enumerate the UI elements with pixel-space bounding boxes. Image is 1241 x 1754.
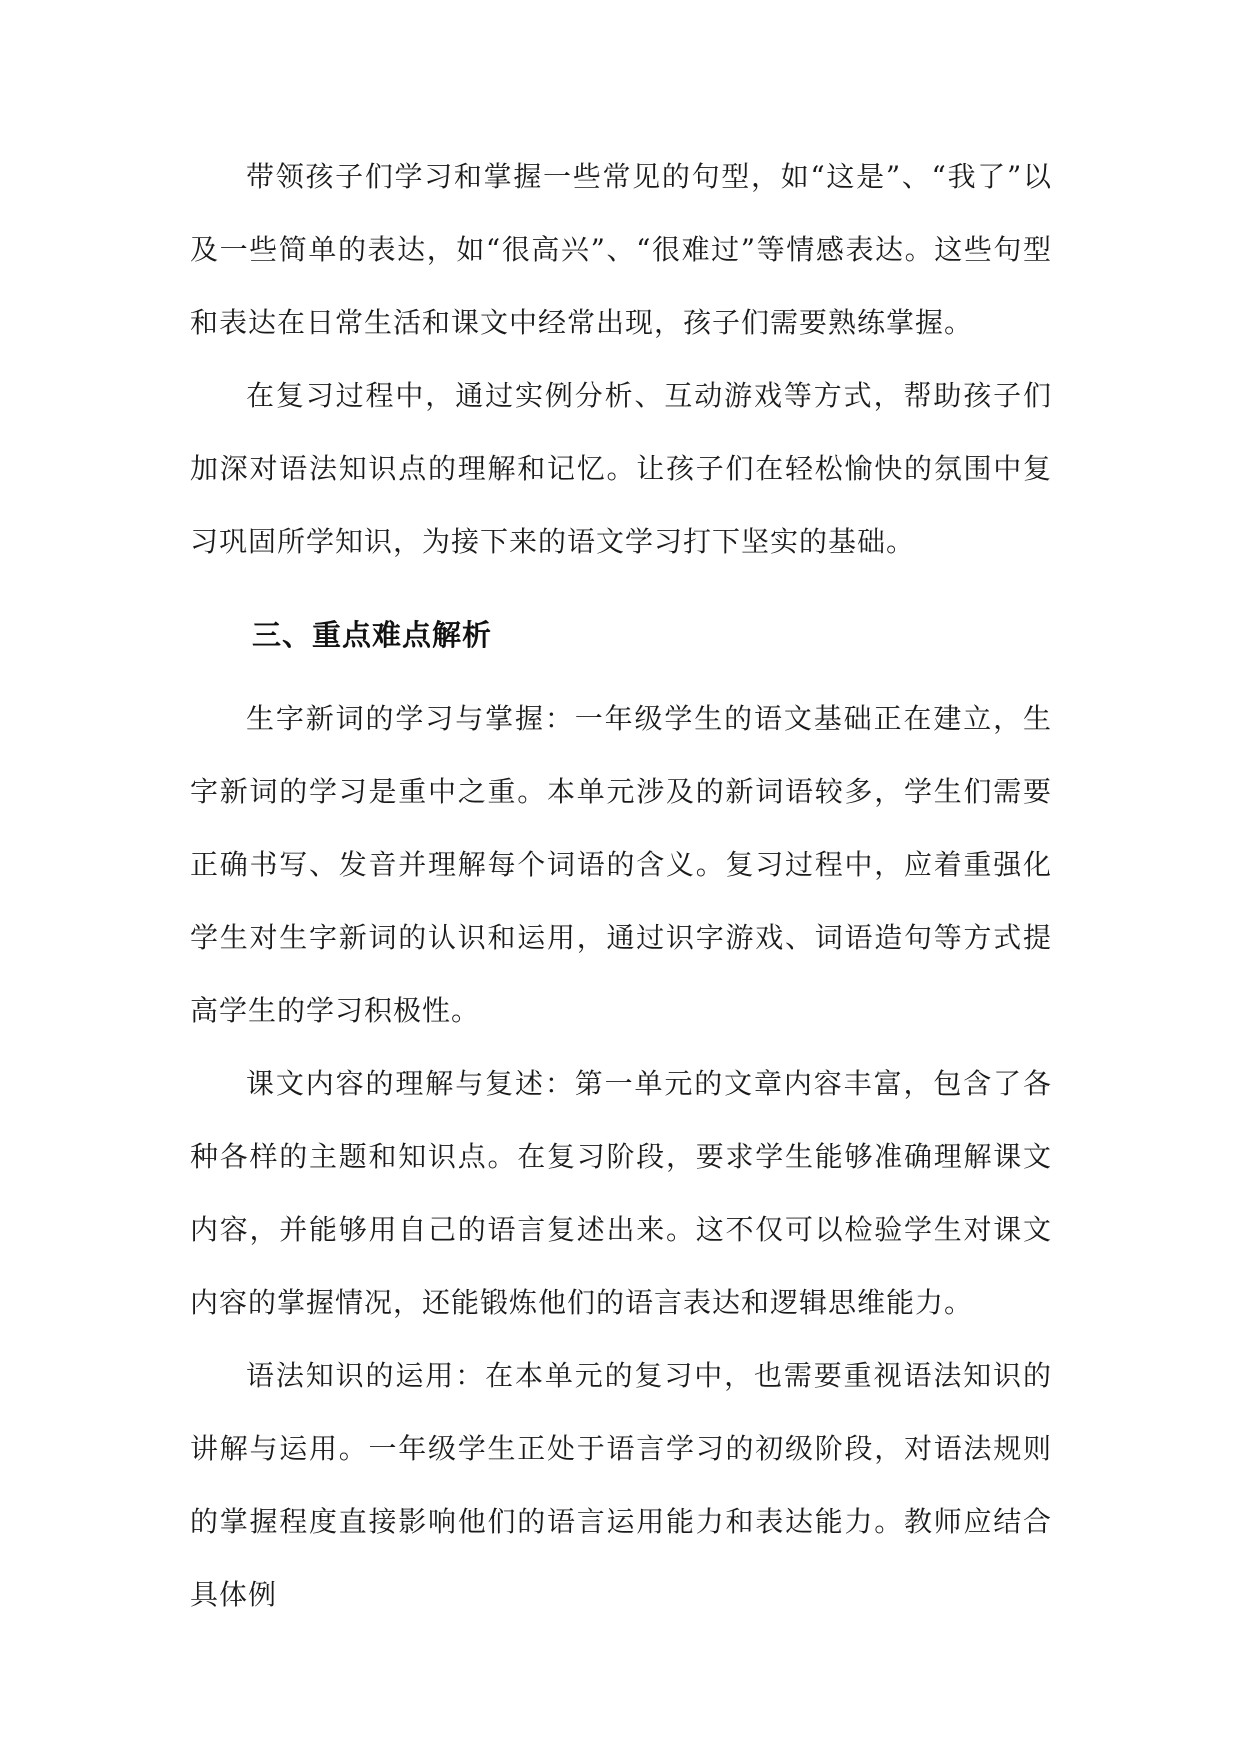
section-heading: 三、重点难点解析 (252, 618, 493, 652)
paragraph-new-words: 生字新词的学习与掌握：一年级学生的语文基础正在建立，生字新词的学习是重中之重。本单元涉及的新词语较多，学生们需要正确书写、发音并理解每个词语的含义。复习过程中，应着重强化学生对生字新词的认识和运用，通过识字游戏、词语造句等方式提高学生的学习积极性。 (190, 702, 1052, 1027)
paragraph-grammar: 语法知识的运用：在本单元的复习中，也需要重视语法知识的讲解与运用。一年级学生正处于语言学习的初级阶段，对语法规则的掌握程度直接影响他们的语言运用能力和表达能力。教师应结合具体例 (190, 1359, 1052, 1611)
paragraph-review-methods: 在复习过程中，通过实例分析、互动游戏等方式，帮助孩子们加深对语法知识点的理解和记忆。让孩子们在轻松愉快的氛围中复习巩固所学知识，为接下来的语文学习打下坚实的基础。 (190, 379, 1052, 558)
paragraph-text-comprehension: 课文内容的理解与复述：第一单元的文章内容丰富，包含了各种各样的主题和知识点。在复习阶段，要求学生能够准确理解课文内容，并能够用自己的语言复述出来。这不仅可以检验学生对课文内容的掌握情况，还能锻炼他们的语言表达和逻辑思维能力。 (190, 1067, 1052, 1319)
paragraph-sentence-patterns: 带领孩子们学习和掌握一些常见的句型，如“这是”、“我了”以及一些简单的表达，如“很高兴”、“很难过”等情感表达。这些句型和表达在日常生活和课文中经常出现，孩子们需要熟练掌握。 (190, 160, 1052, 339)
document-body (190, 140, 1052, 1631)
